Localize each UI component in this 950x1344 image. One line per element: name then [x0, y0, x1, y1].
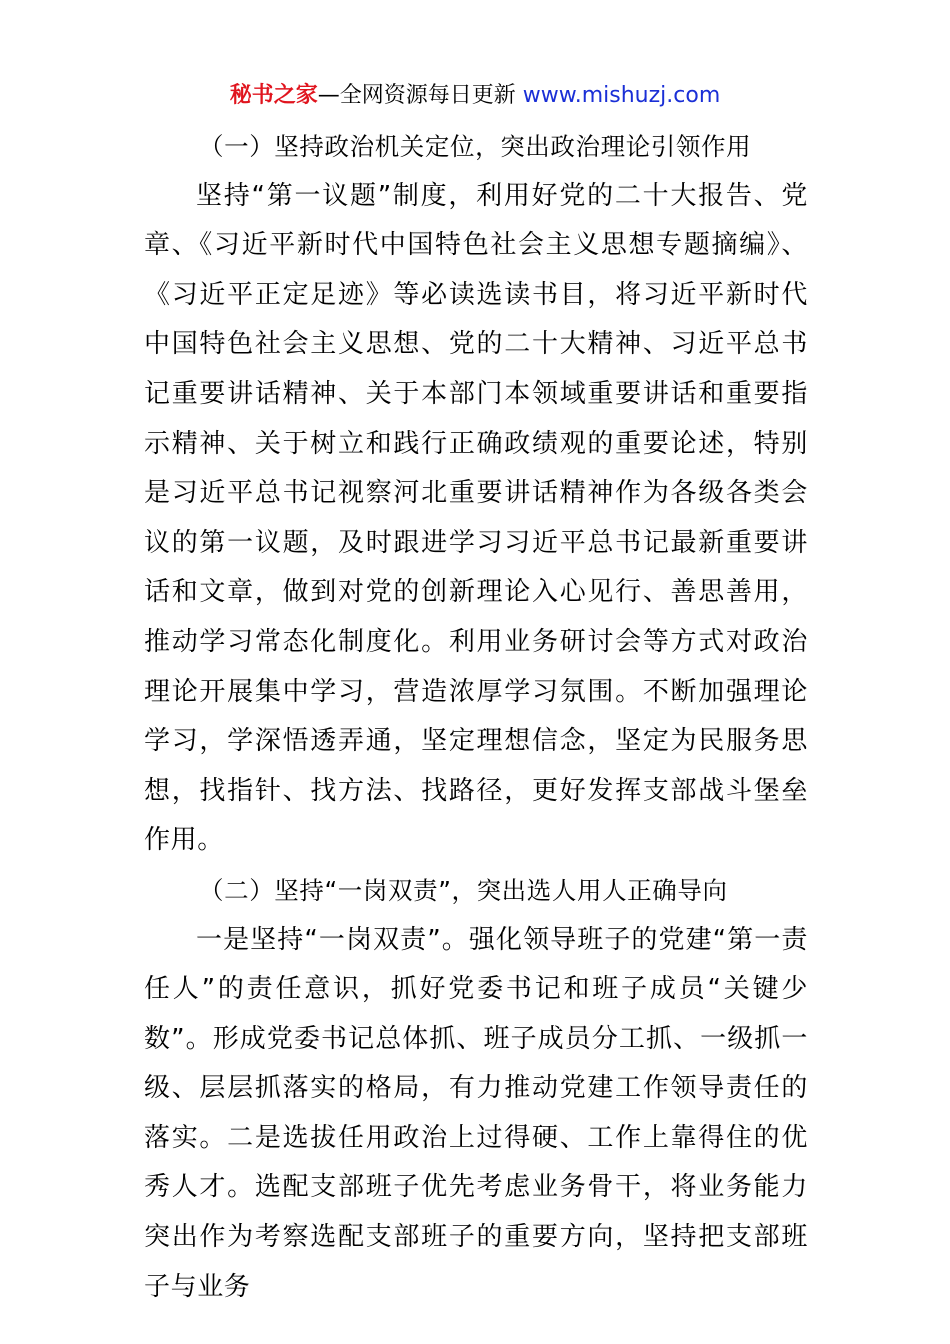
section-paragraph-1: 坚持“第一议题”制度，利用好党的二十大报告、党章、《习近平新时代中国特色社会主义思想专题摘编》、《习近平正定足迹》等必读选读书目，将习近平新时代中国特色社会主义思想、党的二十大精神、习近平总书记重要讲话精神、关于本部门本领域重要讲话和重要指示精神、关于树立和践行正确政绩观的重要论述，特别是习近平总书记视察河北重要讲话精神作为各级各类会议的第一议题，及时跟进学习习近平总书记最新重要讲话和文章，做到对党的创新理论入心见行、善思善用，推动学习常态化制度化。利用业务研讨会等方式对政治理论开展集中学习，营造浓厚学习氛围。不断加强理论学习，学深悟透弄通，坚定理想信念，坚定为民服务思想，找指针、找方法、找路径，更好发挥支部战斗堡垒作用。: [144, 180, 808, 856]
site-url[interactable]: www.mishuzj.com: [522, 83, 721, 108]
site-banner: [0, 80, 950, 112]
document-body: [144, 122, 808, 1312]
section-heading-1: （一）坚持政治机关定位，突出政治理论引领作用: [199, 132, 752, 161]
section-heading-2: （二）坚持“一岗双责”，突出选人用人正确导向: [199, 875, 728, 905]
banner-tagline: —全网资源每日更新: [317, 83, 523, 108]
brand-name: 秘书之家: [229, 83, 318, 108]
section-paragraph-2: 一是坚持“一岗双责”。强化领导班子的党建“第一责任人”的责任意识，抓好党委书记和班子成员“关键少数”。形成党委书记总体抓、班子成员分工抓、一级抓一级、层层抓落实的格局，有力推动党建工作领导责任的落实。二是选拔任用政治上过得硬、工作上靠得住的优秀人才。选配支部班子优先考虑业务骨干，将业务能力突出作为考察选配支部班子的重要方向，坚持把支部班子与业务: [144, 924, 808, 1302]
